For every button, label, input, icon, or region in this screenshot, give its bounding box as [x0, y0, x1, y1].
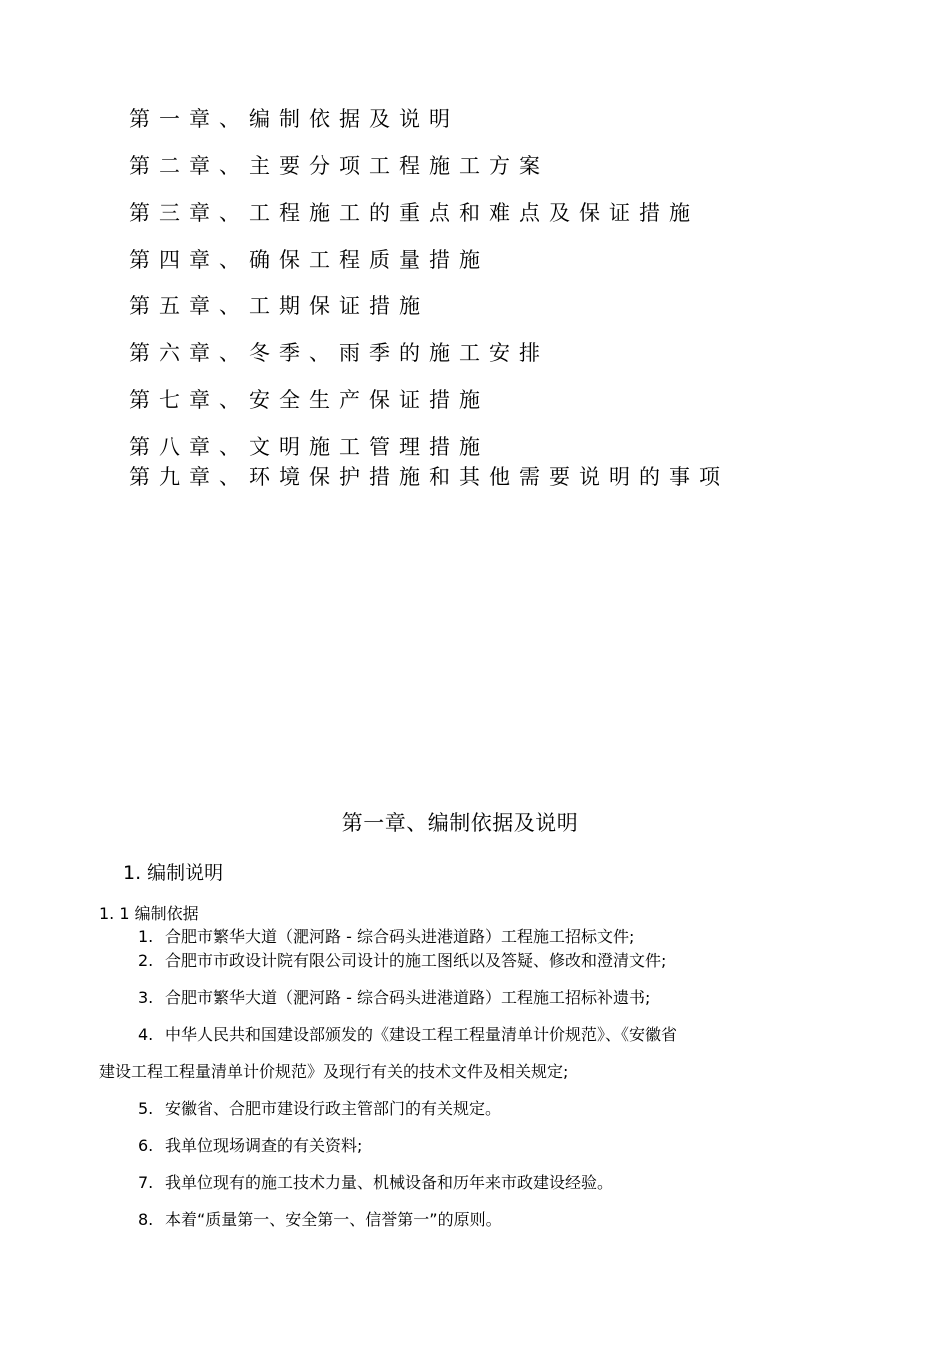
- list-item-number: 3.: [138, 988, 154, 1007]
- list-item: [138, 985, 650, 1008]
- toc-item-7: 第七章、安全生产保证措施: [129, 388, 489, 412]
- toc-item-9: 第九章、环境保护措施和其他需要说明的事项: [129, 465, 729, 489]
- list-item: [138, 1096, 501, 1119]
- list-item-text: 我单位现有的施工技术力量、机械设备和历年来市政建设经验。: [165, 1173, 614, 1192]
- list-item-number: 6.: [138, 1136, 154, 1155]
- list-item: [138, 948, 666, 971]
- list-item: [138, 1133, 362, 1156]
- list-item-number: 8.: [138, 1210, 154, 1229]
- toc-item-2: 第二章、主要分项工程施工方案: [129, 154, 549, 178]
- list-item-number: 5.: [138, 1099, 154, 1118]
- list-item-text: 中华人民共和国建设部颁发的《建设工程工程量清单计价规范》、《安徽省: [165, 1025, 678, 1044]
- toc-item-8: 第八章、文明施工管理措施: [129, 435, 489, 459]
- list-item: [138, 924, 634, 947]
- list-item-text: 安徽省、合肥市建设行政主管部门的有关规定。: [165, 1099, 502, 1118]
- list-item-text: 合肥市繁华大道（淝河路 - 综合码头进港道路）工程施工招标补遗书;: [165, 988, 651, 1007]
- toc-item-6: 第六章、冬季、雨季的施工安排: [129, 341, 549, 365]
- toc-item-3: 第三章、工程施工的重点和难点及保证措施: [129, 201, 699, 225]
- list-item-text: 合肥市市政设计院有限公司设计的施工图纸以及答疑、修改和澄清文件;: [165, 951, 667, 970]
- toc-item-4: 第四章、确保工程质量措施: [129, 248, 489, 272]
- list-item-text: 合肥市繁华大道（淝河路 - 综合码头进港道路）工程施工招标文件;: [165, 927, 635, 946]
- list-item-text: 我单位现场调查的有关资料;: [165, 1136, 363, 1155]
- list-item-continuation: 建设工程工程量清单计价规范》及现行有关的技术文件及相关规定;: [99, 1062, 569, 1081]
- list-item: [138, 1207, 502, 1230]
- list-item-number: 2.: [138, 951, 154, 970]
- toc-item-1: 第一章、编制依据及说明: [129, 107, 459, 131]
- subsection-heading: 1. 1 编制依据: [99, 904, 199, 923]
- list-item: [138, 1170, 613, 1193]
- toc-item-5: 第五章、工期保证措施: [129, 294, 429, 318]
- list-item-number: 7.: [138, 1173, 154, 1192]
- list-item-text: 本着“质量第一、安全第一、信誉第一”的原则。: [165, 1210, 502, 1229]
- list-item-number: 4.: [138, 1025, 154, 1044]
- list-item: [138, 1022, 677, 1045]
- section-heading: 1. 编制说明: [123, 862, 224, 884]
- chapter-title: 第一章、编制依据及说明: [341, 811, 579, 835]
- list-item-number: 1.: [138, 927, 154, 946]
